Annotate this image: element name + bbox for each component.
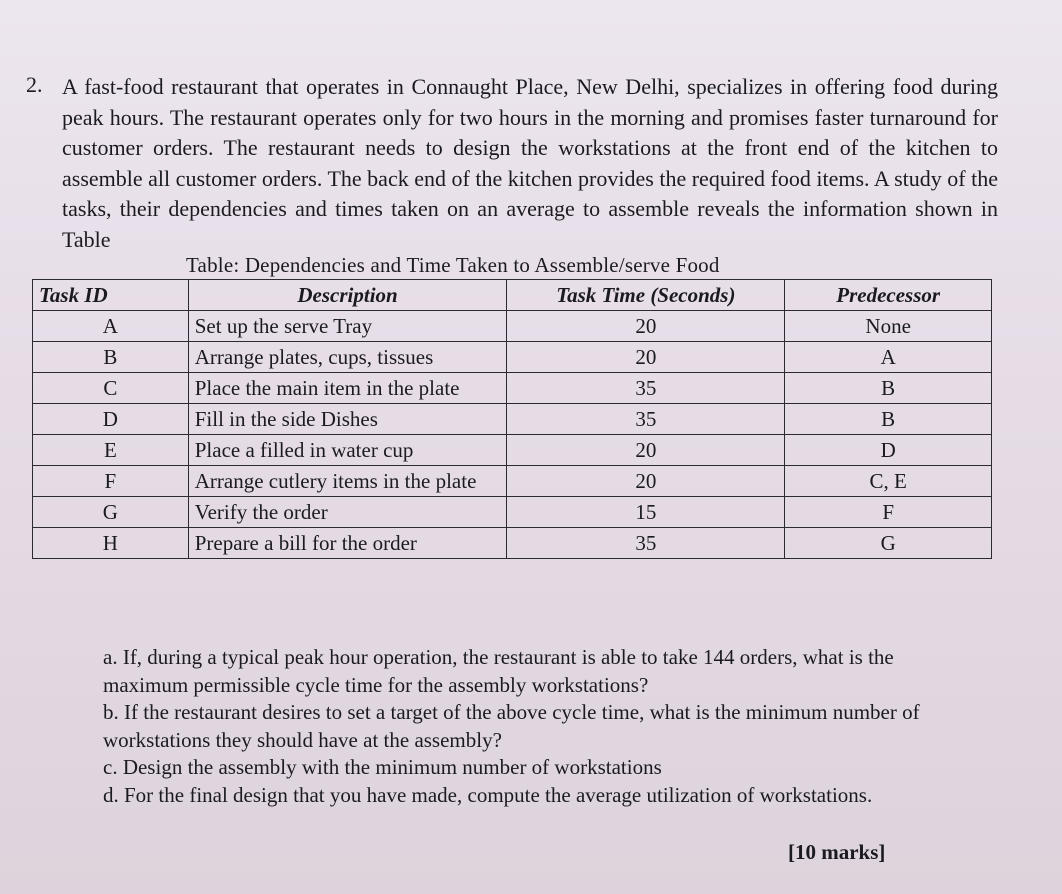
task-time-cell: 20	[507, 435, 785, 466]
question-intro: A fast-food restaurant that operates in Connaught Place, New Delhi, specializes in offering food during peak hours. The restaurant operates only for two hours in the morning and promises faster turnaround for customer orders. The restaurant needs to design the workstations at the front end of the kitchen to assemble all customer orders. The back end of the kitchen provides the required food items. A study of the tasks, their dependencies and times taken on an average to assemble reveals the information shown in Table	[62, 74, 998, 252]
task-time-cell: 35	[507, 373, 785, 404]
table-row	[33, 404, 992, 435]
description-cell: Place a filled in water cup	[188, 435, 507, 466]
subquestion-d: d. For the final design that you have made, compute the average utilization of workstations.	[103, 782, 873, 807]
table-row	[33, 311, 992, 342]
table-row	[33, 528, 992, 559]
predecessor-cell: G	[785, 528, 992, 559]
dependencies-table	[32, 279, 992, 559]
header-task-time: Task Time (Seconds)	[507, 280, 785, 311]
task-time-cell: 35	[507, 528, 785, 559]
subquestion-list	[103, 644, 983, 809]
predecessor-cell: C, E	[785, 466, 992, 497]
predecessor-cell: F	[785, 497, 992, 528]
description-cell: Prepare a bill for the order	[188, 528, 507, 559]
task-id-cell: D	[33, 404, 189, 435]
predecessor-cell: B	[785, 373, 992, 404]
task-time-cell: 20	[507, 342, 785, 373]
description-cell: Arrange plates, cups, tissues	[188, 342, 507, 373]
task-id-cell: B	[33, 342, 189, 373]
subquestion-c: c. Design the assembly with the minimum number of workstations	[103, 755, 662, 779]
description-cell: Arrange cutlery items in the plate	[188, 466, 507, 497]
table-caption: Table: Dependencies and Time Taken to Assemble/serve Food	[186, 253, 720, 277]
predecessor-cell: A	[785, 342, 992, 373]
task-id-cell: A	[33, 311, 189, 342]
task-id-cell: F	[33, 466, 189, 497]
table-row	[33, 373, 992, 404]
description-cell: Place the main item in the plate	[188, 373, 507, 404]
predecessor-cell: None	[785, 311, 992, 342]
marks-label: [10 marks]	[788, 840, 886, 864]
task-id-cell: C	[33, 373, 189, 404]
task-time-cell: 20	[507, 311, 785, 342]
subquestion-b: b. If the restaurant desires to set a target of the above cycle time, what is the minimum number of workstations they should have at the assembly?	[103, 700, 920, 752]
task-time-cell: 15	[507, 497, 785, 528]
task-id-cell: H	[33, 528, 189, 559]
task-time-cell: 20	[507, 466, 785, 497]
table-row	[33, 435, 992, 466]
task-id-cell: E	[33, 435, 189, 466]
predecessor-cell: D	[785, 435, 992, 466]
table-row	[33, 497, 992, 528]
description-cell: Set up the serve Tray	[188, 311, 507, 342]
header-description: Description	[188, 280, 507, 311]
header-predecessor: Predecessor	[785, 280, 992, 311]
task-time-cell: 35	[507, 404, 785, 435]
description-cell: Fill in the side Dishes	[188, 404, 507, 435]
predecessor-cell: B	[785, 404, 992, 435]
subquestion-a: a. If, during a typical peak hour operation, the restaurant is able to take 144 orders, what is the maximum permissible cycle time for the assembly workstations?	[103, 645, 894, 697]
table-header-row	[33, 280, 992, 311]
table-row	[33, 342, 992, 373]
question-number: 2.	[26, 72, 43, 97]
table-row	[33, 466, 992, 497]
header-task-id: Task ID	[33, 280, 189, 311]
task-id-cell: G	[33, 497, 189, 528]
description-cell: Verify the order	[188, 497, 507, 528]
